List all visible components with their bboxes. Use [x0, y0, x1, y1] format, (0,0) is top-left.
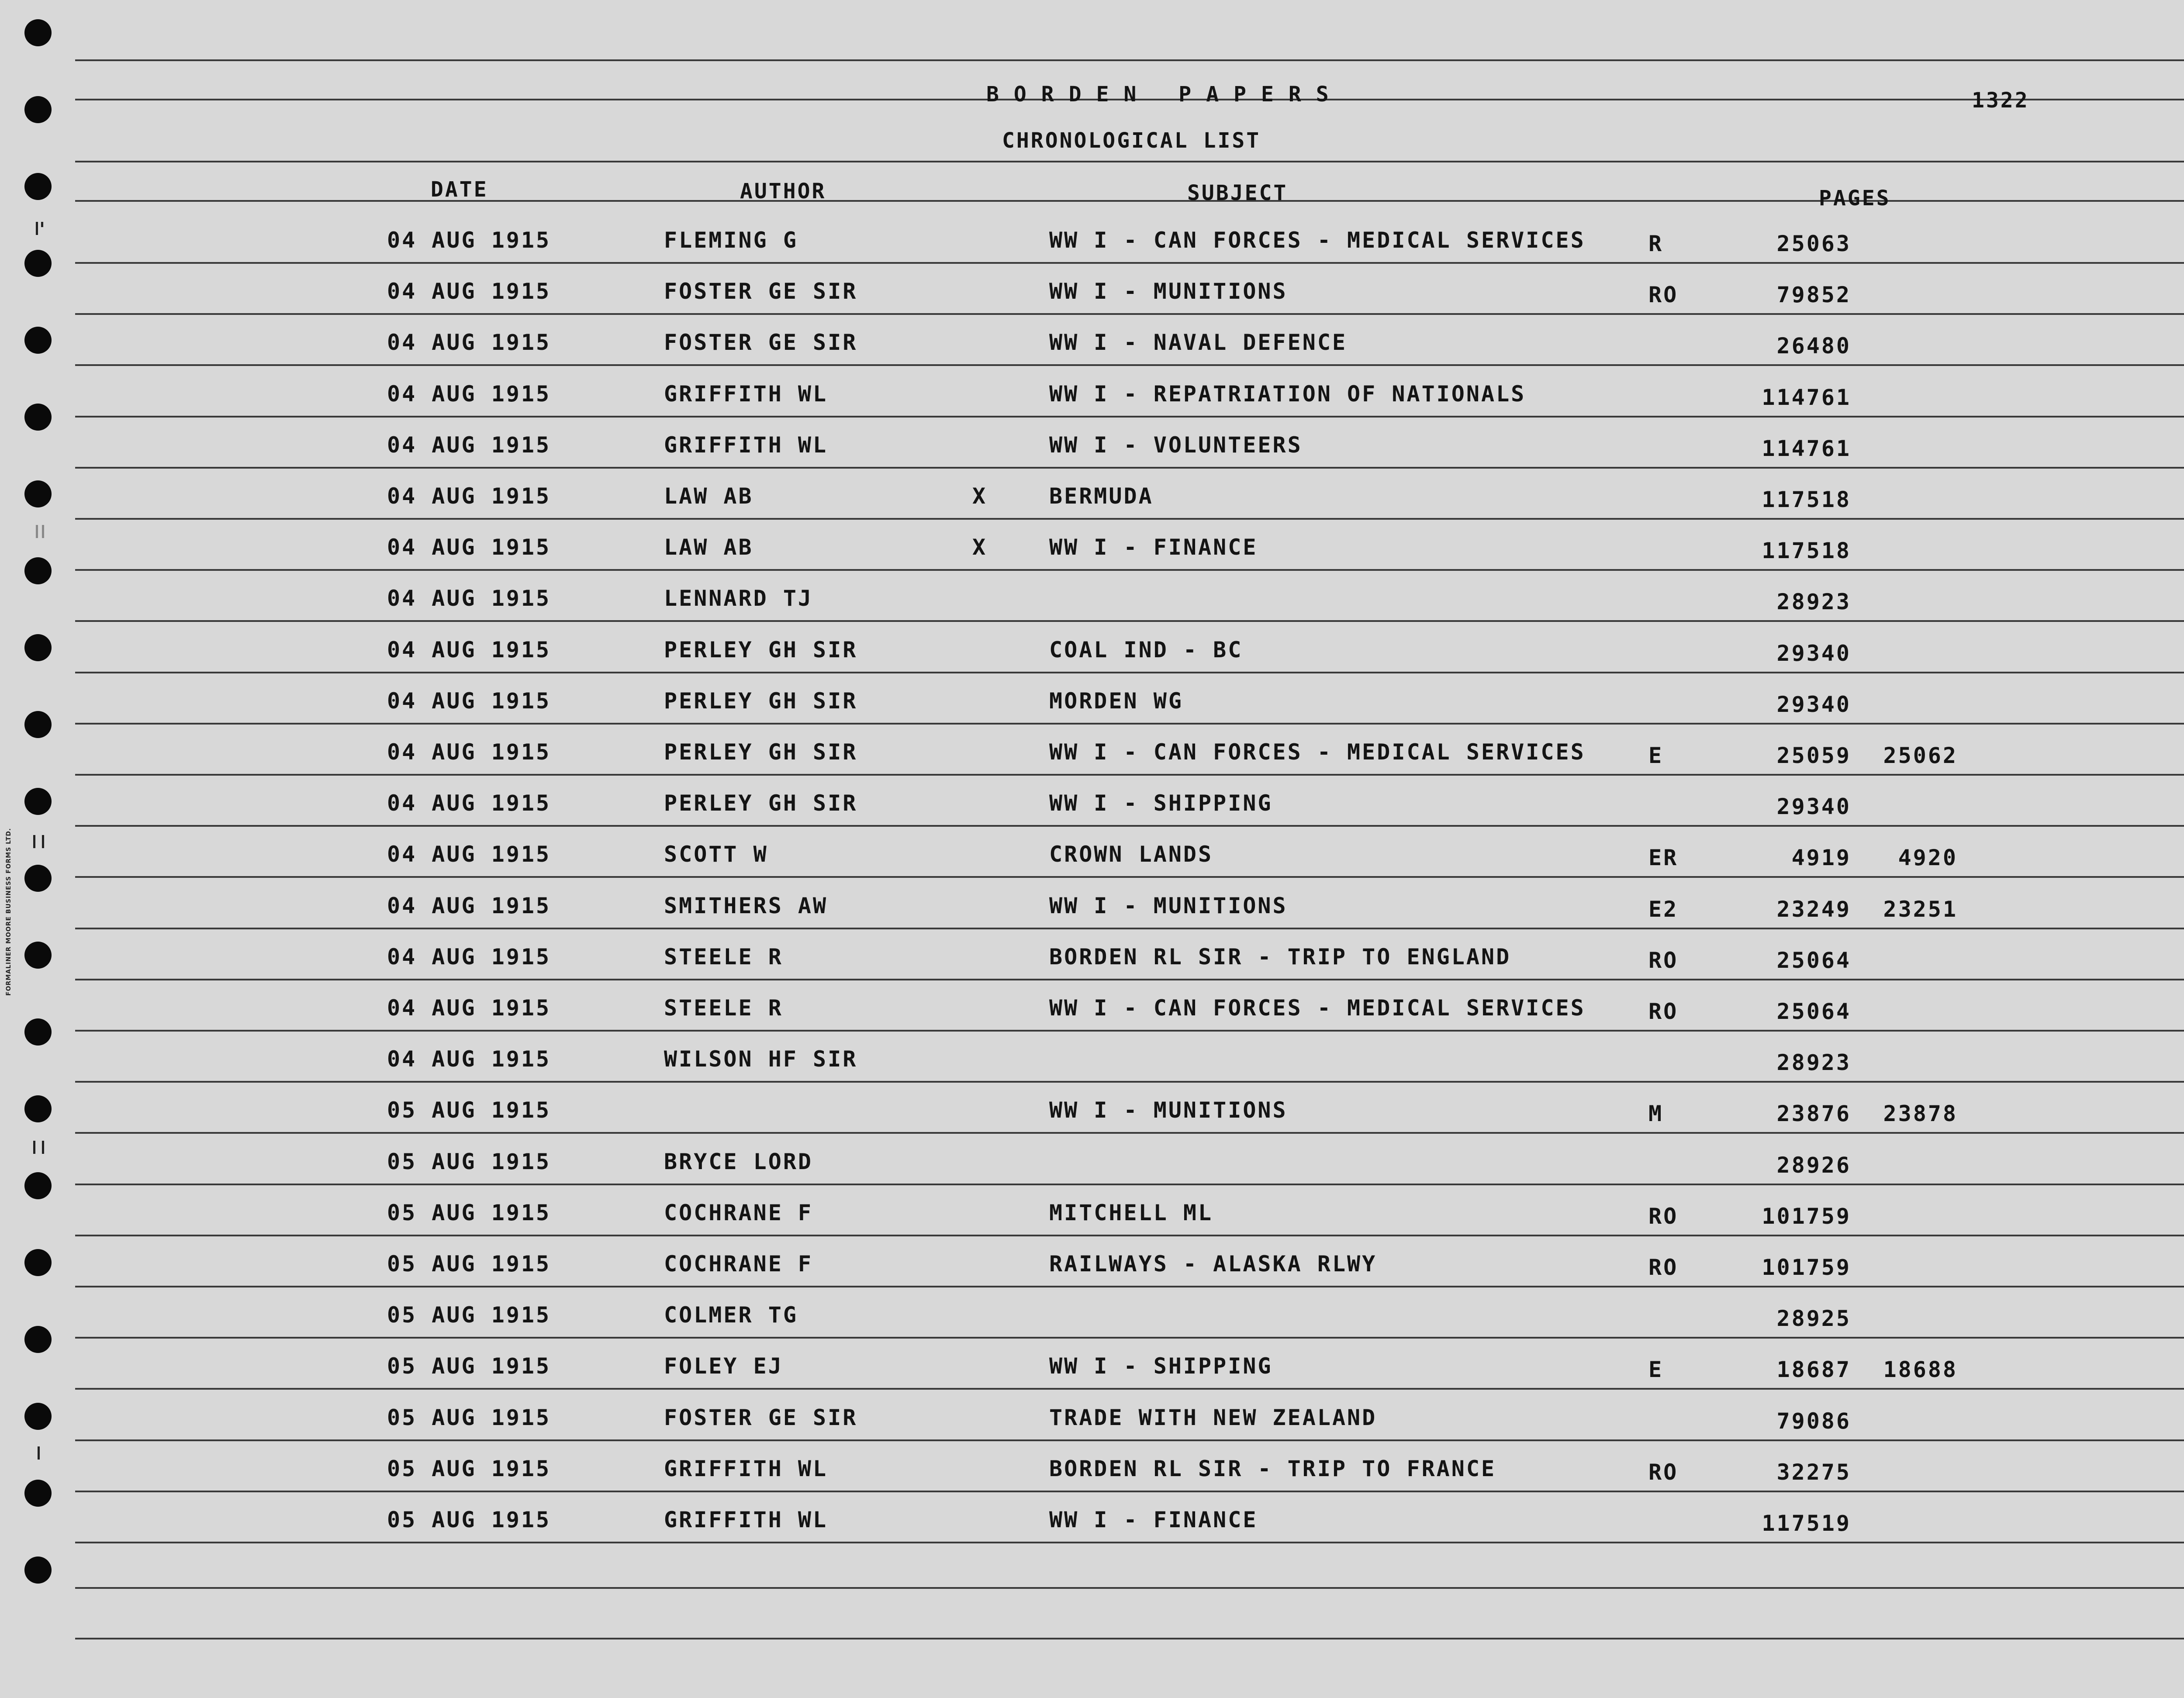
entry-page-start: 18687 — [1776, 1357, 1851, 1382]
entry-page-start: 117518 — [1762, 487, 1851, 512]
entry-author: PERLEY GH SIR — [664, 790, 858, 816]
entry-date: 05 AUG 1915 — [387, 1200, 551, 1225]
entry-code: RO — [1648, 1255, 1679, 1280]
entry-date: 04 AUG 1915 — [387, 995, 551, 1021]
sprocket-hole — [24, 327, 52, 354]
entry-subject: BORDEN RL SIR - TRIP TO FRANCE — [1049, 1456, 1496, 1481]
entry-code: M — [1648, 1101, 1664, 1126]
entry-author: COLMER TG — [664, 1302, 798, 1328]
rule-line — [75, 313, 2184, 315]
sprocket-hole — [24, 1326, 52, 1353]
sprocket-hole — [24, 96, 52, 123]
entry-date: 04 AUG 1915 — [387, 535, 551, 560]
entry-author: FOSTER GE SIR — [664, 1405, 858, 1430]
entry-date: 04 AUG 1915 — [387, 381, 551, 407]
entry-author: LAW AB — [664, 483, 753, 509]
sprocket-hole — [24, 1556, 52, 1584]
entry-author: FOLEY EJ — [664, 1353, 783, 1379]
entry-page-start: 23249 — [1776, 897, 1851, 922]
entry-page-end: 23251 — [1883, 897, 1958, 922]
entry-date: 04 AUG 1915 — [387, 739, 551, 765]
rule-line — [75, 723, 2184, 725]
rule-line — [75, 1388, 2184, 1390]
entry-code: R — [1648, 231, 1664, 256]
entry-subject: WW I - CAN FORCES - MEDICAL SERVICES — [1049, 228, 1586, 253]
entry-date: 04 AUG 1915 — [387, 483, 551, 509]
rule-line — [75, 825, 2184, 827]
entry-page-start: 117518 — [1762, 538, 1851, 563]
edge-mark — [42, 1141, 44, 1154]
entry-subject: WW I - SHIPPING — [1049, 790, 1273, 816]
edge-mark — [42, 525, 44, 538]
entry-subject: WW I - MUNITIONS — [1049, 1097, 1288, 1123]
rule-line — [75, 1542, 2184, 1543]
entry-code: RO — [1648, 948, 1679, 973]
rule-line — [75, 1286, 2184, 1287]
rule-line — [75, 161, 2184, 162]
rule-line — [75, 876, 2184, 878]
rule-line — [75, 672, 2184, 673]
entry-date: 05 AUG 1915 — [387, 1456, 551, 1481]
entry-date: 04 AUG 1915 — [387, 586, 551, 611]
entry-page-start: 32275 — [1776, 1460, 1851, 1485]
entry-subject: WW I - NAVAL DEFENCE — [1049, 330, 1348, 355]
entry-flag: X — [972, 535, 988, 560]
entry-date: 05 AUG 1915 — [387, 1149, 551, 1174]
rule-line — [75, 1491, 2184, 1492]
edge-mark — [38, 1446, 40, 1460]
entry-subject: WW I - VOLUNTEERS — [1049, 432, 1303, 458]
entry-subject: TRADE WITH NEW ZEALAND — [1049, 1405, 1377, 1430]
entry-date: 04 AUG 1915 — [387, 330, 551, 355]
sprocket-hole — [24, 1095, 52, 1122]
entry-subject: WW I - REPATRIATION OF NATIONALS — [1049, 381, 1526, 407]
entry-page-start: 28923 — [1776, 1050, 1851, 1075]
sprocket-hole — [24, 404, 52, 431]
entry-date: 04 AUG 1915 — [387, 944, 551, 970]
sprocket-hole — [24, 1018, 52, 1046]
entry-date: 04 AUG 1915 — [387, 432, 551, 458]
rule-line — [75, 928, 2184, 929]
entry-code: RO — [1648, 282, 1679, 307]
entry-date: 04 AUG 1915 — [387, 893, 551, 918]
entry-page-start: 28926 — [1776, 1153, 1851, 1178]
entry-code: RO — [1648, 1460, 1679, 1485]
entry-page-start: 4919 — [1791, 845, 1851, 870]
sprocket-hole — [24, 942, 52, 969]
entry-author: COCHRANE F — [664, 1251, 813, 1277]
entry-author: BRYCE LORD — [664, 1149, 813, 1174]
document-title: BORDEN PAPERS — [986, 82, 1344, 107]
entry-date: 05 AUG 1915 — [387, 1097, 551, 1123]
entry-page-start: 114761 — [1762, 436, 1851, 461]
entry-page-start: 101759 — [1762, 1204, 1851, 1229]
entry-subject: BERMUDA — [1049, 483, 1154, 509]
column-header-pages: PAGES — [1819, 186, 1891, 211]
entry-code: E2 — [1648, 897, 1679, 922]
page-number: 1322 — [1972, 88, 2029, 113]
entry-page-start: 29340 — [1776, 794, 1851, 819]
sprocket-hole — [24, 1172, 52, 1199]
rule-line — [75, 620, 2184, 622]
entry-page-start: 23876 — [1776, 1101, 1851, 1126]
rule-line — [75, 1337, 2184, 1339]
edge-mark — [42, 835, 44, 848]
rule-line — [75, 518, 2184, 520]
rule-line — [75, 774, 2184, 776]
rule-line — [75, 1132, 2184, 1134]
entry-page-start: 79852 — [1776, 282, 1851, 307]
edge-mark — [36, 525, 38, 538]
entry-date: 04 AUG 1915 — [387, 842, 551, 867]
entry-page-start: 79086 — [1776, 1408, 1851, 1434]
entry-page-start: 117519 — [1762, 1511, 1851, 1536]
entry-page-end: 25062 — [1883, 743, 1958, 768]
rule-line — [75, 569, 2184, 571]
entry-subject: WW I - CAN FORCES - MEDICAL SERVICES — [1049, 995, 1586, 1021]
entry-page-start: 28925 — [1776, 1306, 1851, 1331]
rule-line — [75, 416, 2184, 418]
entry-page-start: 25063 — [1776, 231, 1851, 256]
entry-author: STEELE R — [664, 944, 783, 970]
entry-subject: WW I - FINANCE — [1049, 1507, 1258, 1532]
entry-page-start: 29340 — [1776, 641, 1851, 666]
rule-line — [75, 1184, 2184, 1185]
sprocket-hole — [24, 711, 52, 738]
rule-line — [75, 1081, 2184, 1083]
rule-line — [75, 364, 2184, 366]
entry-date: 04 AUG 1915 — [387, 790, 551, 816]
entry-date: 04 AUG 1915 — [387, 1046, 551, 1072]
entry-author: GRIFFITH WL — [664, 1456, 828, 1481]
entry-author: FLEMING G — [664, 228, 798, 253]
entry-subject: WW I - SHIPPING — [1049, 1353, 1273, 1379]
entry-subject: WW I - MUNITIONS — [1049, 279, 1288, 304]
sprocket-hole — [24, 1480, 52, 1507]
entry-subject: RAILWAYS - ALASKA RLWY — [1049, 1251, 1377, 1277]
entry-subject: MORDEN WG — [1049, 688, 1183, 714]
rule-line — [75, 467, 2184, 469]
printer-imprint: FORMALINER MOORE BUSINESS FORMS LTD. — [5, 828, 12, 996]
entry-subject: COAL IND - BC — [1049, 637, 1243, 663]
entry-author: PERLEY GH SIR — [664, 637, 858, 663]
list-subtitle: CHRONOLOGICAL LIST — [1002, 128, 1261, 153]
entry-subject: WW I - FINANCE — [1049, 535, 1258, 560]
column-header-subject: SUBJECT — [1187, 181, 1288, 205]
entry-date: 05 AUG 1915 — [387, 1353, 551, 1379]
column-header-author: AUTHOR — [740, 179, 826, 204]
rule-line — [75, 1638, 2184, 1639]
entry-subject: WW I - CAN FORCES - MEDICAL SERVICES — [1049, 739, 1586, 765]
sprocket-hole — [24, 19, 52, 46]
entry-page-end: 18688 — [1883, 1357, 1958, 1382]
rule-line — [75, 1439, 2184, 1441]
entry-date: 04 AUG 1915 — [387, 688, 551, 714]
entry-author: WILSON HF SIR — [664, 1046, 858, 1072]
entry-date: 04 AUG 1915 — [387, 279, 551, 304]
entry-subject: CROWN LANDS — [1049, 842, 1213, 867]
rule-line — [75, 1587, 2184, 1589]
entry-author: SMITHERS AW — [664, 893, 828, 918]
sprocket-hole — [24, 634, 52, 661]
entry-author: FOSTER GE SIR — [664, 279, 858, 304]
entry-author: COCHRANE F — [664, 1200, 813, 1225]
entry-author: SCOTT W — [664, 842, 768, 867]
entry-code: RO — [1648, 999, 1679, 1024]
entry-page-start: 29340 — [1776, 692, 1851, 717]
entry-date: 05 AUG 1915 — [387, 1302, 551, 1328]
sprocket-hole — [24, 250, 52, 277]
entry-date: 05 AUG 1915 — [387, 1507, 551, 1532]
entry-author: GRIFFITH WL — [664, 381, 828, 407]
entry-page-start: 101759 — [1762, 1255, 1851, 1280]
entry-page-start: 25064 — [1776, 948, 1851, 973]
entry-page-start: 25064 — [1776, 999, 1851, 1024]
sprocket-hole — [24, 557, 52, 584]
entry-page-start: 25059 — [1776, 743, 1851, 768]
sprocket-hole — [24, 480, 52, 507]
entry-code: ER — [1648, 845, 1679, 870]
entry-page-start: 114761 — [1762, 385, 1851, 410]
entry-page-start: 26480 — [1776, 333, 1851, 359]
edge-mark — [33, 835, 35, 848]
edge-mark — [41, 222, 43, 227]
entry-author: FOSTER GE SIR — [664, 330, 858, 355]
entry-page-end: 23878 — [1883, 1101, 1958, 1126]
entry-author: GRIFFITH WL — [664, 432, 828, 458]
entry-subject: MITCHELL ML — [1049, 1200, 1213, 1225]
entry-code: E — [1648, 1357, 1664, 1382]
sprocket-hole — [24, 865, 52, 892]
sprocket-hole — [24, 1403, 52, 1430]
edge-mark — [36, 222, 38, 235]
entry-page-start: 28923 — [1776, 589, 1851, 614]
entry-author: LENNARD TJ — [664, 586, 813, 611]
entry-date: 05 AUG 1915 — [387, 1251, 551, 1277]
column-header-date: DATE — [431, 177, 488, 202]
entry-code: RO — [1648, 1204, 1679, 1229]
sprocket-hole — [24, 788, 52, 815]
entry-author: STEELE R — [664, 995, 783, 1021]
sprocket-hole — [24, 1249, 52, 1276]
rule-line — [75, 1235, 2184, 1236]
entry-author: LAW AB — [664, 535, 753, 560]
edge-mark — [33, 1141, 35, 1154]
rule-line — [75, 59, 2184, 61]
rule-line — [75, 1030, 2184, 1032]
entry-page-end: 4920 — [1898, 845, 1958, 870]
entry-subject: WW I - MUNITIONS — [1049, 893, 1288, 918]
rule-line — [75, 262, 2184, 264]
entry-date: 04 AUG 1915 — [387, 637, 551, 663]
rule-line — [75, 979, 2184, 980]
entry-author: PERLEY GH SIR — [664, 688, 858, 714]
entry-author: PERLEY GH SIR — [664, 739, 858, 765]
sprocket-hole — [24, 173, 52, 200]
entry-code: E — [1648, 743, 1664, 768]
entry-flag: X — [972, 483, 988, 509]
entry-author: GRIFFITH WL — [664, 1507, 828, 1532]
entry-subject: BORDEN RL SIR - TRIP TO ENGLAND — [1049, 944, 1511, 970]
entry-date: 04 AUG 1915 — [387, 228, 551, 253]
entry-date: 05 AUG 1915 — [387, 1405, 551, 1430]
